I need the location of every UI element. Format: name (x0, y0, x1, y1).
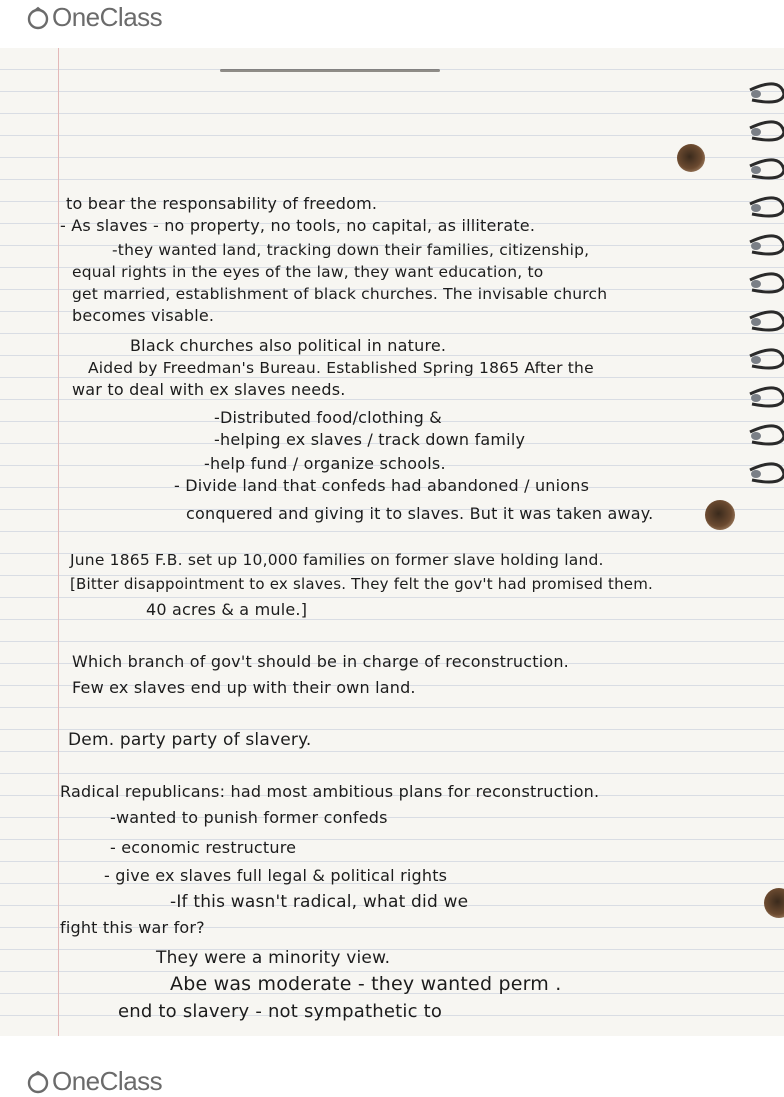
note-line: - give ex slaves full legal & political rights (104, 866, 448, 885)
oneclass-logo-text: OneClass (52, 1066, 163, 1096)
oneclass-logo-top (26, 2, 162, 33)
note-line: Aided by Freedman's Bureau. Established Spring 1865 After the (88, 359, 594, 377)
note-line: -they wanted land, tracking down their families, citizenship, (112, 241, 590, 259)
note-line: to bear the responsability of freedom. (66, 194, 378, 213)
top-edge-mark (220, 69, 440, 72)
note-line: get married, establishment of black churches. The invisable church (72, 285, 608, 303)
oneclass-logo-icon (26, 1070, 50, 1094)
note-line: 40 acres & a mule.] (146, 600, 308, 619)
note-line: - Divide land that confeds had abandoned / unions (174, 476, 590, 495)
note-line: conquered and giving it to slaves. But it was taken away. (186, 504, 654, 523)
note-line: [Bitter disappointment to ex slaves. They felt the gov't had promised them. (70, 575, 654, 593)
note-line: -helping ex slaves / track down family (214, 430, 526, 449)
note-line: Black churches also political in nature. (130, 336, 447, 355)
note-line: - economic restructure (110, 838, 297, 857)
oneclass-logo-icon (26, 6, 50, 30)
note-line: -If this wasn't radical, what did we (170, 892, 469, 912)
note-line: fight this war for? (60, 918, 205, 937)
note-line: -wanted to punish former confeds (110, 808, 388, 827)
note-line: equal rights in the eyes of the law, they want education, to (72, 263, 544, 281)
note-line: Which branch of gov't should be in charge of reconstruction. (72, 652, 569, 671)
note-line: becomes visable. (72, 306, 215, 325)
punch-hole (677, 144, 705, 172)
note-line: - As slaves - no property, no tools, no capital, as illiterate. (60, 216, 536, 235)
note-line: They were a minority view. (156, 948, 391, 968)
note-line: war to deal with ex slaves needs. (72, 380, 346, 399)
note-line: Dem. party party of slavery. (68, 730, 312, 750)
note-line: end to slavery - not sympathetic to (118, 1001, 443, 1022)
punch-hole (705, 500, 735, 530)
note-line: June 1865 F.B. set up 10,000 families on former slave holding land. (70, 551, 604, 569)
note-line: Few ex slaves end up with their own land. (72, 678, 416, 697)
oneclass-logo-bottom (26, 1066, 162, 1097)
margin-line (58, 48, 59, 1036)
note-line: Abe was moderate - they wanted perm . (170, 973, 562, 995)
note-line: Radical republicans: had most ambitious plans for reconstruction. (60, 782, 600, 801)
spiral-binding (744, 70, 784, 970)
note-line: -Distributed food/clothing & (214, 408, 442, 427)
note-line: -help fund / organize schools. (204, 454, 446, 473)
oneclass-logo-text: OneClass (52, 2, 163, 32)
notebook-page (0, 48, 784, 1036)
